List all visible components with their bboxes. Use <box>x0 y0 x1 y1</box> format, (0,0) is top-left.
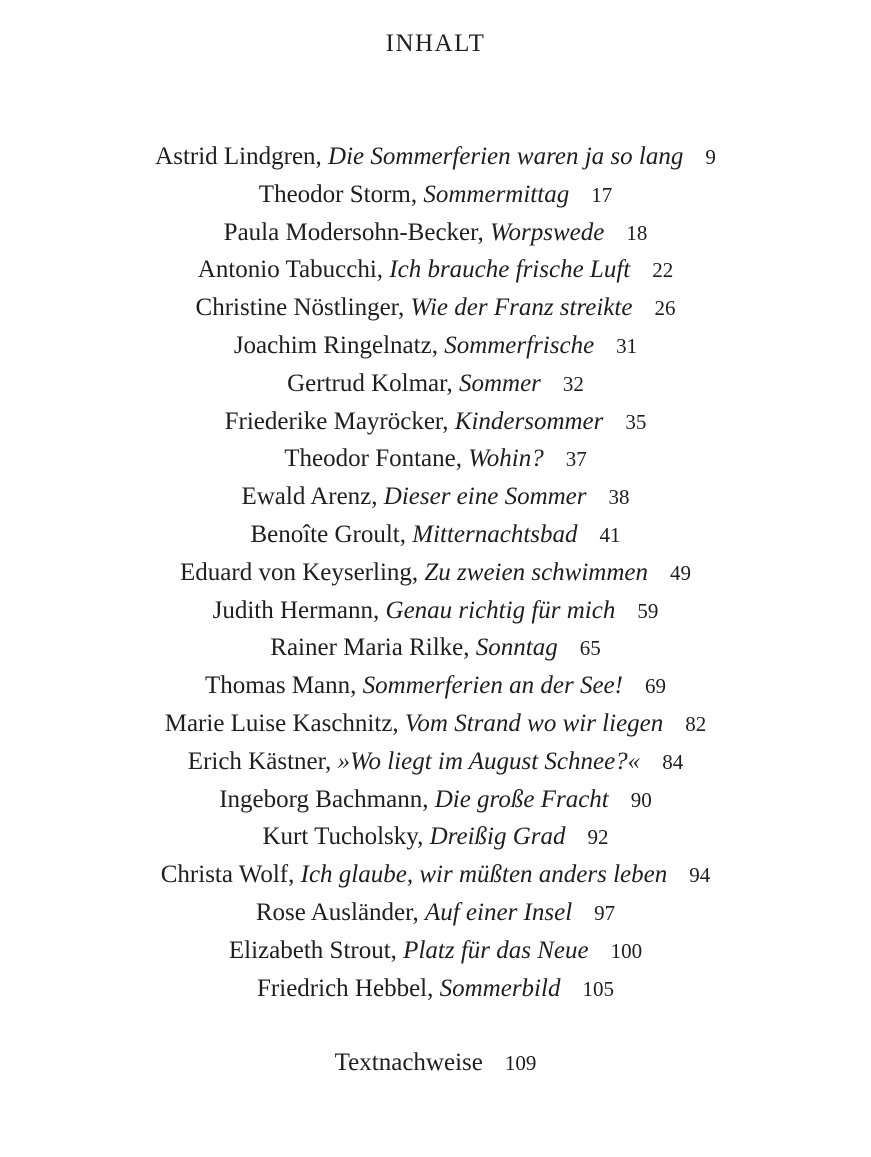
toc-author: Christine Nöstlinger <box>195 294 398 322</box>
toc-page-number: 9 <box>705 145 716 169</box>
toc-title: Vom Strand wo wir liegen <box>404 709 664 737</box>
toc-entry-textnachweise[interactable] <box>0 1044 871 1083</box>
toc-page-number: 59 <box>637 598 659 623</box>
toc-page-number: 35 <box>625 409 647 434</box>
toc-title: Sonntag <box>475 634 558 662</box>
toc-page-number: 82 <box>685 711 707 736</box>
toc-page-number: 90 <box>630 787 652 812</box>
toc-author: Theodor Storm <box>258 180 411 208</box>
toc-page-number: 100 <box>610 938 643 963</box>
toc-title: Sommer <box>458 369 541 397</box>
toc-author: Judith Hermann <box>212 596 374 624</box>
toc-entry[interactable]: Joachim Ringelnatz, Sommerfrische 31 <box>0 327 871 365</box>
toc-page-number: 92 <box>587 825 609 850</box>
toc-title: Sommerfrische <box>444 331 595 359</box>
toc-author: Benoîte Groult <box>250 520 400 548</box>
toc-page-number: 31 <box>616 333 638 358</box>
toc-title: Die Sommerferien waren ja so lang <box>328 143 684 170</box>
toc-title: Dreißig Grad <box>429 823 566 851</box>
toc-author: Gertrud Kolmar <box>287 369 447 397</box>
toc-entry[interactable]: Antonio Tabucchi, Ich brauche frische Luft 22 <box>0 251 871 289</box>
toc-title: Dieser eine Sommer <box>383 483 587 511</box>
toc-entry[interactable]: Kurt Tucholsky, Dreißig Grad 92 <box>0 818 871 856</box>
toc-title: Sommerbild <box>439 974 561 1002</box>
toc-author: Marie Luise Kaschnitz <box>164 709 393 737</box>
toc-entry[interactable]: Friedrich Hebbel, Sommerbild 105 <box>0 970 871 1008</box>
toc-entry[interactable]: Ewald Arenz, Dieser eine Sommer 38 <box>0 478 871 516</box>
toc-entry[interactable]: Theodor Storm, Sommermittag 17 <box>0 176 871 214</box>
toc-page-number: 26 <box>654 296 676 321</box>
toc-title: Genau richtig für mich <box>385 596 616 624</box>
appendix-page-number: 109 <box>504 1051 537 1075</box>
toc-author: Antonio Tabucchi <box>197 256 377 284</box>
toc-title: Ich brauche frische Luft <box>389 256 631 284</box>
toc-page-number: 37 <box>565 447 587 472</box>
toc-page-number: 94 <box>689 863 711 888</box>
toc-page-number: 49 <box>670 560 691 585</box>
toc-author: Astrid Lindgren <box>155 143 316 170</box>
toc-page-number: 17 <box>591 182 613 207</box>
toc-page-number: 105 <box>582 976 614 1001</box>
toc-author: Elizabeth Strout <box>228 936 391 964</box>
page-title: INHALT <box>385 30 486 57</box>
toc-author: Rose Ausländer <box>255 898 413 926</box>
toc-entry[interactable]: Gertrud Kolmar, Sommer 32 <box>0 365 871 403</box>
toc-title: Mitternachtsbad <box>412 520 578 548</box>
toc-title: Wohin? <box>468 445 544 473</box>
toc-author: Joachim Ringelnatz <box>233 331 432 359</box>
toc-author: Kurt Tucholsky <box>262 823 418 851</box>
toc-entry[interactable]: Erich Kästner, »Wo liegt im August Schnee?« 84 <box>0 743 871 781</box>
toc-author: Theodor Fontane <box>284 445 456 473</box>
toc-author: Friederike Mayröcker <box>224 407 443 435</box>
toc-page-number: 32 <box>562 371 584 396</box>
toc-title: »Wo liegt im August Schnee?« <box>337 747 641 775</box>
appendix-label: Textnachweise <box>334 1049 483 1076</box>
toc-page-number: 22 <box>652 258 674 283</box>
toc-title: Die große Fracht <box>434 785 609 813</box>
toc-entry[interactable]: Rose Ausländer, Auf einer Insel 97 <box>0 894 871 932</box>
toc-author: Ewald Arenz <box>241 483 372 511</box>
toc-entry[interactable]: Paula Modersohn-Becker, Worpswede 18 <box>0 214 871 252</box>
toc-entry[interactable]: Ingeborg Bachmann, Die große Fracht 90 <box>0 781 871 819</box>
toc-author: Ingeborg Bachmann <box>219 785 423 813</box>
toc-entry[interactable]: Astrid Lindgren, Die Sommerferien waren ja so lang 9 <box>0 138 871 176</box>
toc-entry[interactable]: Rainer Maria Rilke, Sonntag 65 <box>0 629 871 667</box>
toc-title: Ich glaube, wir müßten anders leben <box>300 861 668 889</box>
toc-entry[interactable]: Eduard von Keyserling, Zu zweien schwimmen 49 <box>0 554 871 592</box>
toc-page-number: 65 <box>579 636 601 661</box>
toc-entry[interactable]: Judith Hermann, Genau richtig für mich 59 <box>0 592 871 630</box>
toc-entry[interactable]: Elizabeth Strout, Platz für das Neue 100 <box>0 932 871 970</box>
toc-title: Kindersommer <box>454 407 604 435</box>
toc-entry[interactable]: Friederike Mayröcker, Kindersommer 35 <box>0 403 871 441</box>
toc-author: Rainer Maria Rilke <box>270 634 464 662</box>
table-of-contents <box>0 138 871 1007</box>
toc-title: Sommerferien an der See! <box>362 672 623 700</box>
toc-author: Paula Modersohn-Becker <box>223 218 478 246</box>
toc-author: Thomas Mann <box>205 672 351 700</box>
toc-page-number: 84 <box>662 749 684 774</box>
toc-title: Worpswede <box>489 218 605 246</box>
toc-author: Eduard von Keyserling <box>180 558 412 586</box>
toc-title: Zu zweien schwimmen <box>424 558 648 586</box>
toc-title: Auf einer Insel <box>424 898 573 926</box>
toc-entry[interactable]: Christine Nöstlinger, Wie der Franz streikte 26 <box>0 289 871 327</box>
toc-entry[interactable]: Theodor Fontane, Wohin? 37 <box>0 440 871 478</box>
toc-title: Platz für das Neue <box>403 936 589 964</box>
toc-page-number: 18 <box>626 220 648 245</box>
toc-page-number: 41 <box>599 522 621 547</box>
toc-entry[interactable]: Benoîte Groult, Mitternachtsbad 41 <box>0 516 871 554</box>
toc-page-number: 38 <box>608 485 630 510</box>
toc-entry[interactable]: Thomas Mann, Sommerferien an der See! 69 <box>0 667 871 705</box>
toc-title: Wie der Franz streikte <box>410 294 633 322</box>
toc-page-number: 69 <box>644 674 666 699</box>
toc-entry[interactable]: Marie Luise Kaschnitz, Vom Strand wo wir liegen 82 <box>0 705 871 743</box>
toc-author: Christa Wolf <box>160 861 289 889</box>
toc-entry[interactable]: Christa Wolf, Ich glaube, wir müßten anders leben 94 <box>0 856 871 894</box>
toc-author: Erich Kästner <box>187 747 325 775</box>
toc-page-number: 97 <box>594 900 616 925</box>
toc-title: Sommermittag <box>423 180 570 208</box>
toc-author: Friedrich Hebbel <box>257 974 428 1002</box>
